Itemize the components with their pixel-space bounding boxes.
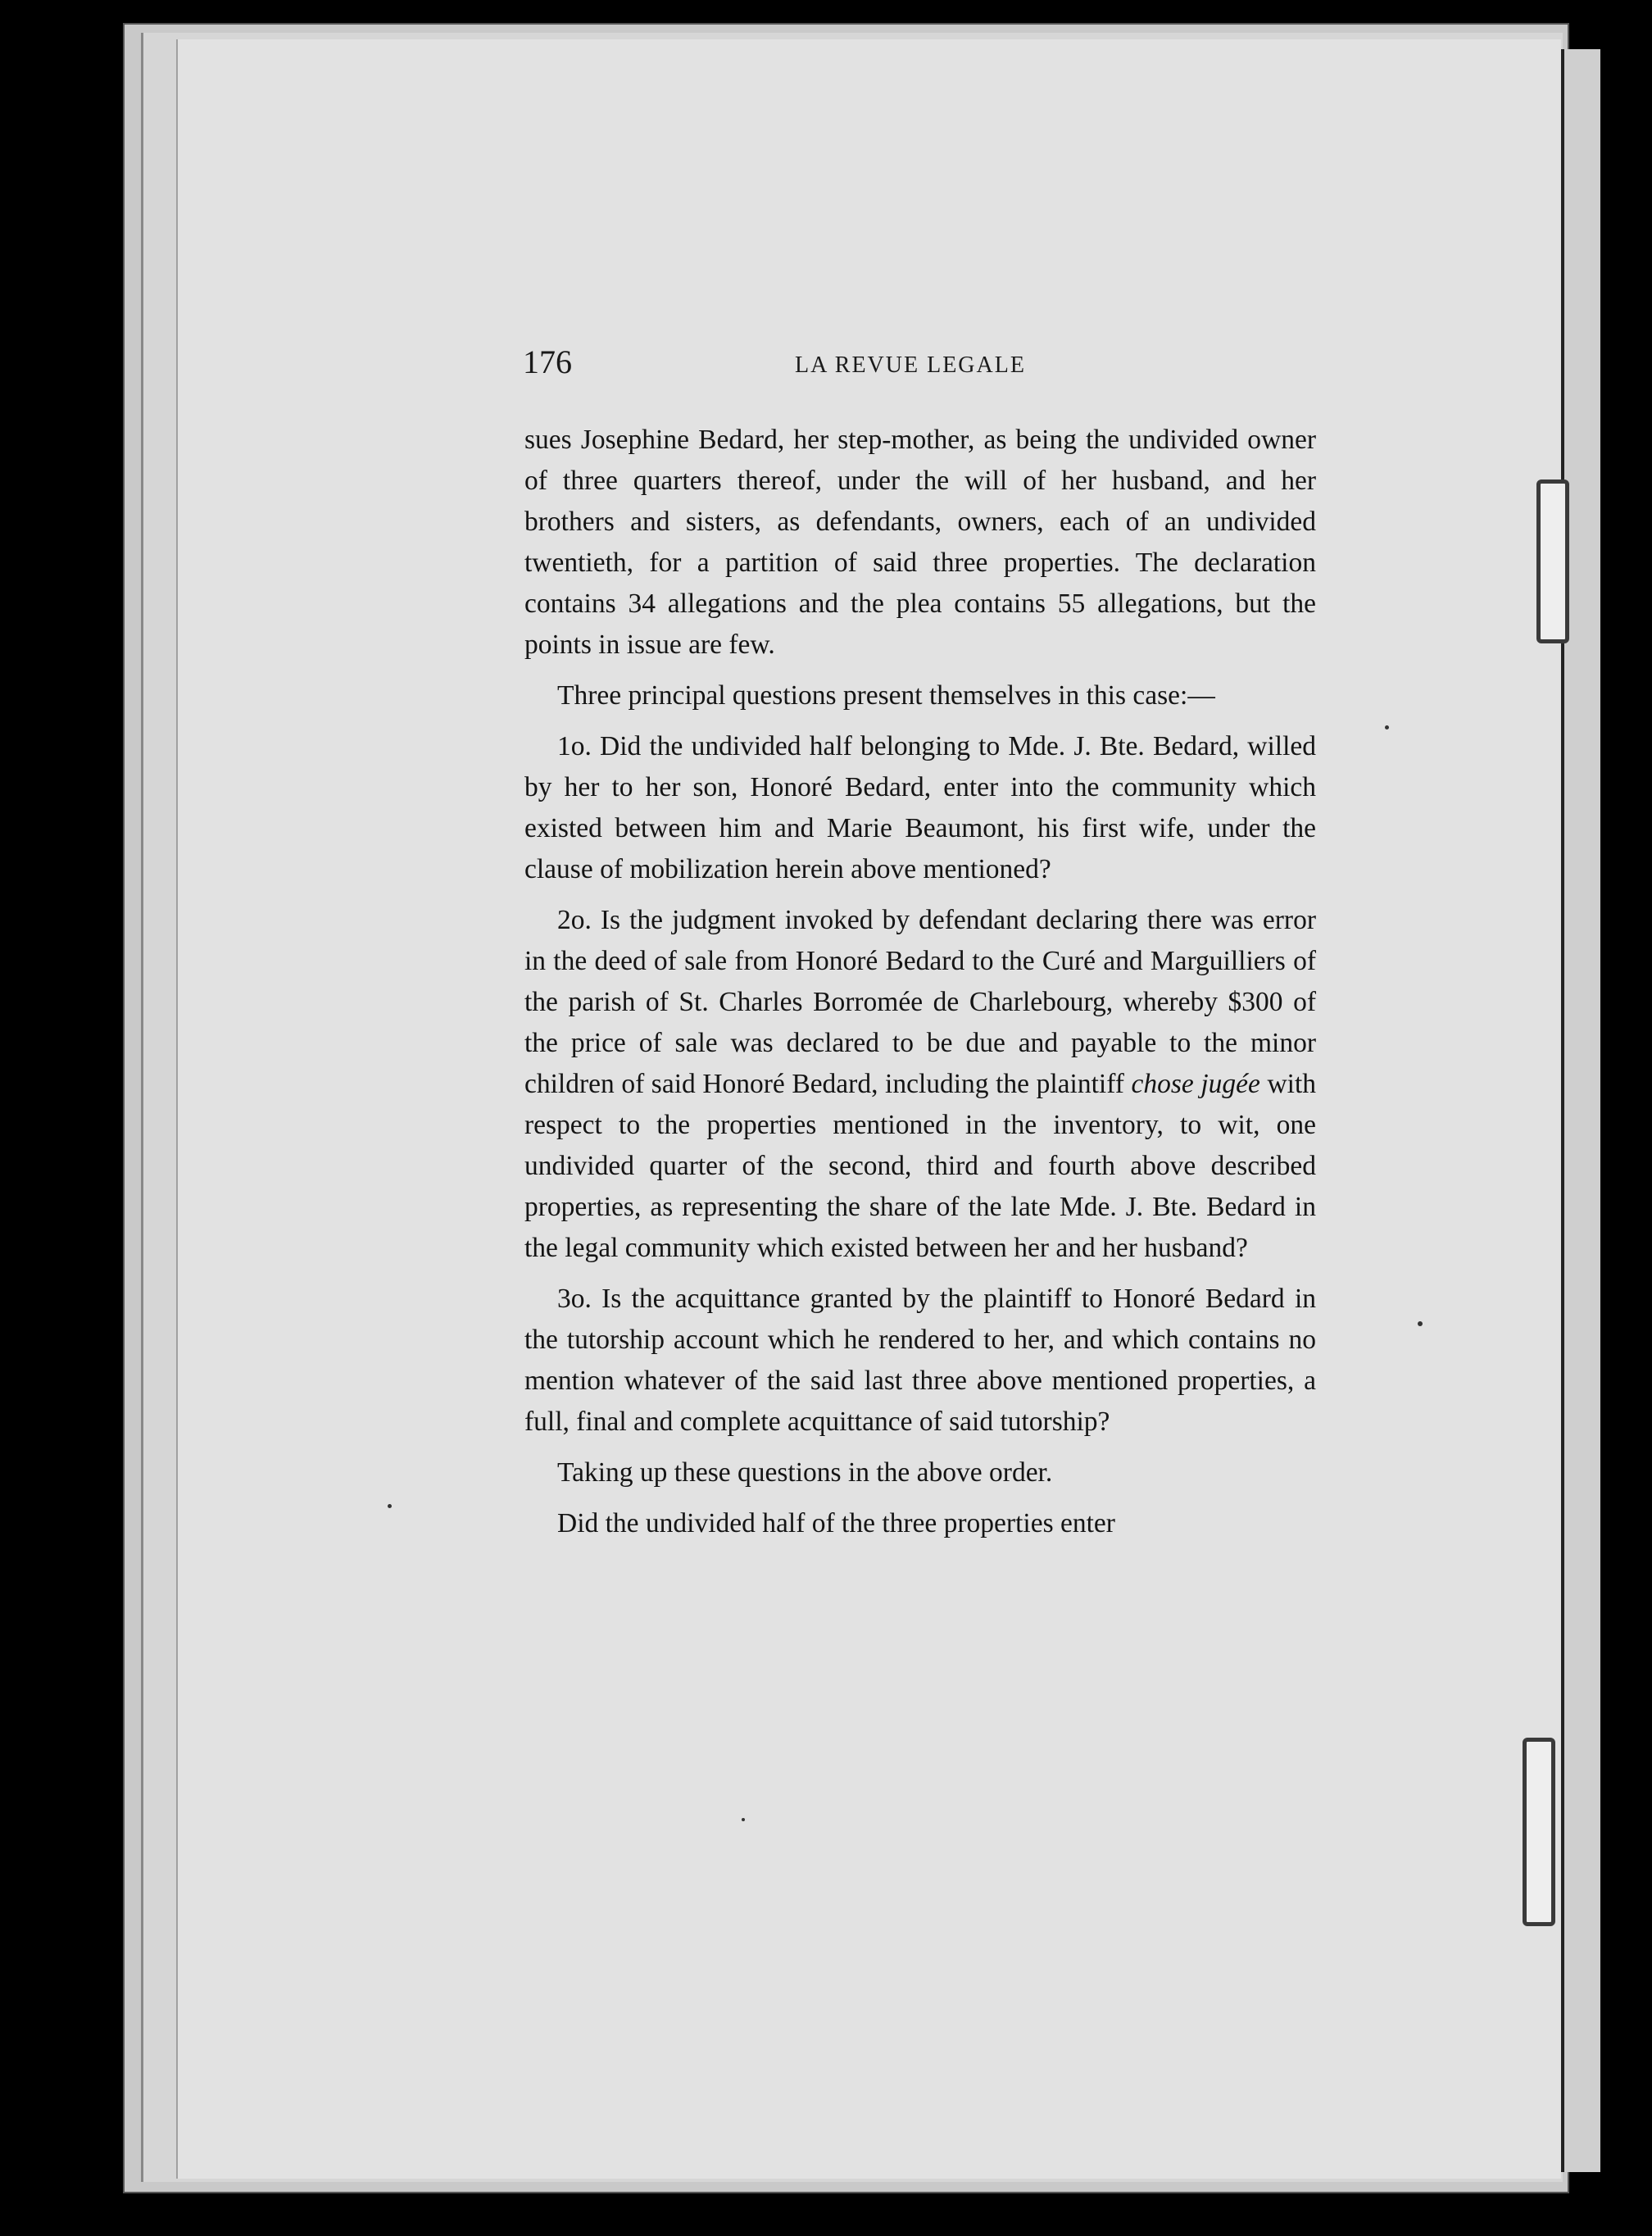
next-page-edge	[1561, 49, 1600, 2172]
question-2-text-a: 2o. Is the judgment invoked by defendant declaring there was error in the deed of sale from Honoré Bedard to the Curé and Marguilliers of the parish of St. Charles Borromée de Charlebourg, whereby $300 of the price of sale was declared to be due and payable to the minor children of said Honoré Bedard, including the plaintiff	[524, 905, 1316, 1099]
body-text	[524, 420, 1316, 1554]
paragraph-final: Did the undivided half of the three properties enter	[557, 1508, 1115, 1538]
binding-clip-bottom	[1523, 1738, 1555, 1926]
question-2-text-b: with respect to the properties mentioned in the inventory, to wit, one undivided quarter of the second, third and fourth above described properties, as representing the share of the late Mde. J. Bte. Bedard in the legal community which existed between her and her husband?	[524, 1069, 1316, 1263]
paper-speck	[388, 1504, 392, 1508]
binding-clip-top	[1536, 479, 1569, 643]
paper-speck	[1385, 725, 1389, 729]
paragraph-continued: sues Josephine Bedard, her step-mother, as being the undivided owner of three quarters thereof, under the will of her husband, and her brothers and sisters, as defendants, owners, each of an undivided twentieth, for a partition of said three properties. The declaration contains 34 allegations and the plea contains 55 allegations, but the points in issue are few.	[524, 425, 1316, 660]
paragraph-questions-intro: Three principal questions present themselves in this case:—	[557, 680, 1215, 711]
paragraph-transition: Taking up these questions in the above order.	[557, 1457, 1053, 1488]
paper-speck	[742, 1818, 745, 1821]
paragraph-question-2	[524, 900, 1316, 1269]
italic-phrase: chose jugée	[1131, 1069, 1260, 1099]
page-number: 176	[523, 343, 572, 380]
running-head-title: LA REVUE LEGALE	[795, 352, 1026, 378]
paragraph-question-3: 3o. Is the acquittance granted by the plaintiff to Honoré Bedard in the tutorship account which he rendered to her, and which contains no mention whatever of the said last three above mentioned properties, a full, final and complete acquittance of said tutorship?	[524, 1284, 1316, 1437]
paper-speck	[1418, 1321, 1423, 1326]
paragraph-question-1: 1o. Did the undivided half belonging to Mde. J. Bte. Bedard, willed by her to her son, Honoré Bedard, enter into the community which existed between him and Marie Beaumont, his first wife, under the clause of mobilization herein above mentioned?	[524, 731, 1316, 884]
